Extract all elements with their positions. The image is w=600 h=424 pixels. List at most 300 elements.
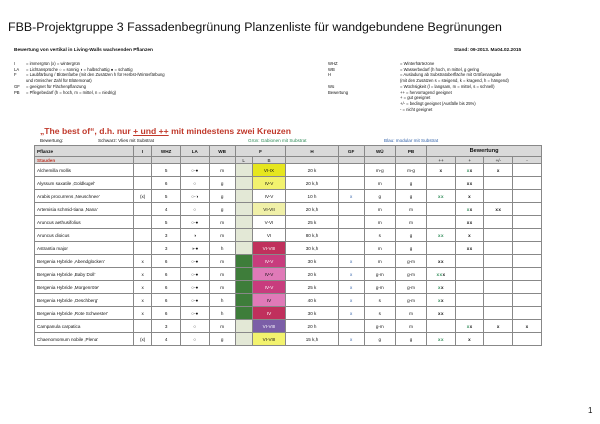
legend-value: = Ausladung ab Substratoberfläche mit Größenangabe bbox=[400, 72, 502, 78]
rating-conditional-cell bbox=[484, 294, 513, 307]
rating-mark-black: x bbox=[466, 245, 470, 251]
care-need-cell: g-m bbox=[395, 294, 426, 307]
light-requirement-cell: ○-● bbox=[180, 164, 209, 177]
legend-value: + = gut geeignet bbox=[400, 95, 431, 101]
rating-mark-green: x bbox=[441, 336, 444, 342]
rating-excellent-cell bbox=[427, 203, 456, 216]
subheader-empty bbox=[286, 157, 338, 164]
table-header-row bbox=[35, 146, 542, 157]
water-need-cell: g bbox=[209, 333, 235, 346]
spread-cell: 10 h bbox=[286, 190, 338, 203]
leaf-color-swatch bbox=[235, 333, 252, 346]
growth-rate-cell: g-m bbox=[364, 320, 395, 333]
table-row bbox=[35, 164, 542, 177]
table-row bbox=[35, 203, 542, 216]
hardiness-zone-cell: 3 bbox=[152, 320, 181, 333]
rating-mark-black: x bbox=[525, 323, 529, 329]
growth-rate-cell: m bbox=[364, 203, 395, 216]
page-number: 1 bbox=[588, 406, 593, 415]
growth-rate-cell: g bbox=[364, 333, 395, 346]
area-planting-cell: x bbox=[338, 268, 364, 281]
leaf-color-swatch bbox=[235, 242, 252, 255]
water-need-cell: g bbox=[209, 190, 235, 203]
rating-good-cell bbox=[455, 242, 484, 255]
rating-excellent-cell bbox=[427, 216, 456, 229]
spread-cell: 30 k,h bbox=[286, 242, 338, 255]
rating-mark-green: x bbox=[441, 232, 444, 238]
rating-good-cell bbox=[455, 294, 484, 307]
rating-conditional-cell bbox=[484, 255, 513, 268]
rating-excellent-cell bbox=[427, 190, 456, 203]
plant-name: Bergenia Hybride ‚Rote Schwester‘ bbox=[35, 307, 134, 320]
evergreen-cell: (x) bbox=[134, 333, 152, 346]
light-requirement-cell: ○-● bbox=[180, 294, 209, 307]
legend-right bbox=[328, 61, 509, 112]
spread-cell: 80 k,h bbox=[286, 229, 338, 242]
rating-good-cell bbox=[455, 333, 484, 346]
legend-value: = Lichtansprüche ○ = sonnig ◑ = halbschattig ● = schattig bbox=[26, 66, 133, 72]
best-of-pre: „The best of“, d.h. nur bbox=[40, 126, 134, 136]
rating-mark-black: x bbox=[466, 219, 470, 225]
best-of-heading bbox=[40, 126, 291, 136]
bloom-month-cell: IV-V bbox=[252, 268, 286, 281]
light-requirement-cell: ○-◑ bbox=[180, 190, 209, 203]
best-of-post: mit mindestens zwei Kreuzen bbox=[168, 126, 291, 136]
legend-value: = Wasserbedarf (h hoch, m mittel, g gering bbox=[400, 66, 480, 72]
rating-excellent-cell bbox=[427, 320, 456, 333]
legend-value: und römischer Zahl für Blütemonat) bbox=[26, 78, 92, 84]
spread-cell: 25 k bbox=[286, 216, 338, 229]
table-row bbox=[35, 281, 542, 294]
rating-conditional-cell bbox=[484, 229, 513, 242]
legend-value: = Pflegebedarf (h = hoch, m = mittel, n = niedrig) bbox=[26, 89, 117, 95]
rating-excellent-cell bbox=[427, 164, 456, 177]
legend-key: WB bbox=[328, 66, 335, 72]
bloom-month-cell: VI-IX bbox=[252, 164, 286, 177]
light-requirement-cell: ○-● bbox=[180, 307, 209, 320]
plant-name: Aruncus dioicus bbox=[35, 229, 134, 242]
plant-name: Aruncus aethusifolius bbox=[35, 216, 134, 229]
plant-name: Artemisia schmid-tiana ‚Nana‘ bbox=[35, 203, 134, 216]
hardiness-zone-cell: 5 bbox=[152, 164, 181, 177]
light-requirement-cell: ○-● bbox=[180, 268, 209, 281]
rating-unsuitable-cell bbox=[513, 242, 542, 255]
col-header-light: LA bbox=[180, 146, 209, 157]
area-planting-cell: x bbox=[338, 307, 364, 320]
area-planting-cell bbox=[338, 164, 364, 177]
rating-unsuitable-cell bbox=[513, 255, 542, 268]
rating-unsuitable-cell bbox=[513, 190, 542, 203]
rating-good-cell bbox=[455, 307, 484, 320]
water-need-cell: h bbox=[209, 294, 235, 307]
rating-excellent-cell bbox=[427, 333, 456, 346]
plant-name: Campanula carpatica bbox=[35, 320, 134, 333]
evergreen-cell: x bbox=[134, 294, 152, 307]
table-row bbox=[35, 216, 542, 229]
rating-good-cell bbox=[455, 216, 484, 229]
subheader-empty bbox=[180, 157, 209, 164]
rating-conditional-header: +/- bbox=[484, 157, 513, 164]
spread-cell: 40 k bbox=[286, 294, 338, 307]
spread-cell: 20 k bbox=[286, 268, 338, 281]
rating-mark-black: x bbox=[496, 167, 500, 173]
rating-conditional-cell bbox=[484, 177, 513, 190]
rating-mark-black: x bbox=[495, 206, 499, 212]
light-requirement-cell: ○-● bbox=[180, 281, 209, 294]
water-need-cell: m bbox=[209, 255, 235, 268]
plant-name: Bergenia Hybride ‚Baby Doll‘ bbox=[35, 268, 134, 281]
growth-rate-cell: s bbox=[364, 229, 395, 242]
water-need-cell: m bbox=[209, 281, 235, 294]
hardiness-zone-cell: 3 bbox=[152, 242, 181, 255]
water-need-cell: m bbox=[209, 164, 235, 177]
growth-rate-cell: m bbox=[364, 255, 395, 268]
legend-value: = immergrün (x) = wintergrün bbox=[26, 61, 80, 66]
legend-left bbox=[14, 61, 165, 95]
water-need-cell: g bbox=[209, 177, 235, 190]
subheader-empty bbox=[209, 157, 235, 164]
rating-unsuitable-cell bbox=[513, 294, 542, 307]
subheader-empty bbox=[152, 157, 181, 164]
area-planting-cell bbox=[338, 229, 364, 242]
growth-rate-cell: s bbox=[364, 307, 395, 320]
growth-rate-cell: m bbox=[364, 242, 395, 255]
rating-mark-black: x bbox=[438, 258, 441, 264]
evergreen-cell bbox=[134, 203, 152, 216]
table-row bbox=[35, 255, 542, 268]
area-planting-cell bbox=[338, 203, 364, 216]
rating-conditional-cell bbox=[484, 307, 513, 320]
rating-conditional-cell bbox=[484, 203, 513, 216]
care-need-cell: m-g bbox=[395, 164, 426, 177]
rating-mark-green: x bbox=[441, 193, 444, 199]
evergreen-cell: x bbox=[134, 281, 152, 294]
rating-mark-green: x bbox=[438, 297, 441, 303]
rating-unsuitable-cell bbox=[513, 229, 542, 242]
evergreen-cell: x bbox=[134, 255, 152, 268]
rating-excellent-cell bbox=[427, 268, 456, 281]
table-row bbox=[35, 307, 542, 320]
water-need-cell: m bbox=[209, 229, 235, 242]
rating-mark-green: x bbox=[438, 336, 441, 342]
growth-rate-cell: s bbox=[364, 294, 395, 307]
legend-value: (mit den Zusätzen s = steigend, k = kragend, h = hängend) bbox=[400, 78, 509, 84]
rating-mark-black: x bbox=[469, 219, 473, 225]
bloom-month-cell: VI bbox=[252, 229, 286, 242]
rating-mark-black: x bbox=[438, 310, 441, 316]
rating-mark-black: x bbox=[441, 297, 444, 303]
rating-mark-black: x bbox=[469, 323, 473, 329]
bloom-month-cell: VI-VII bbox=[252, 203, 286, 216]
water-need-cell: h bbox=[209, 307, 235, 320]
table-row bbox=[35, 333, 542, 346]
subheader-empty bbox=[364, 157, 395, 164]
light-requirement-cell: ◑-● bbox=[180, 242, 209, 255]
rating-unsuitable-cell bbox=[513, 268, 542, 281]
revision-date: Stand: 09-2013. Ma04.02.2015 bbox=[454, 48, 522, 53]
evergreen-cell bbox=[134, 320, 152, 333]
leaf-color-swatch bbox=[235, 268, 252, 281]
leaf-color-swatch bbox=[235, 255, 252, 268]
plant-table bbox=[34, 145, 542, 346]
bloom-month-cell: VI-VIII bbox=[252, 242, 286, 255]
water-need-cell: m bbox=[209, 320, 235, 333]
rating-excellent-cell bbox=[427, 281, 456, 294]
subheader-leaf: L bbox=[235, 157, 252, 164]
subheader-bloom: B bbox=[252, 157, 286, 164]
care-need-cell: g bbox=[395, 242, 426, 255]
rating-good-cell bbox=[455, 177, 484, 190]
area-planting-cell bbox=[338, 216, 364, 229]
rating-conditional-cell bbox=[484, 164, 513, 177]
care-need-cell: m bbox=[395, 307, 426, 320]
spread-cell: 20 h bbox=[286, 320, 338, 333]
spread-cell: 30 k bbox=[286, 255, 338, 268]
evergreen-cell bbox=[134, 177, 152, 190]
leaf-color-swatch bbox=[235, 177, 252, 190]
hardiness-zone-cell: 5 bbox=[152, 216, 181, 229]
leaf-color-swatch bbox=[235, 281, 252, 294]
evergreen-cell: x bbox=[134, 268, 152, 281]
best-of-plus: + und ++ bbox=[133, 126, 169, 136]
rating-mark-green: x bbox=[438, 284, 441, 290]
water-need-cell: m bbox=[209, 216, 235, 229]
light-requirement-cell: ○ bbox=[180, 320, 209, 333]
rating-mark-black: x bbox=[468, 193, 472, 199]
legend-key: GF bbox=[14, 83, 20, 89]
rating-excellent-cell bbox=[427, 294, 456, 307]
bloom-month-cell: VI-VIII bbox=[252, 320, 286, 333]
legend-key bbox=[328, 107, 400, 113]
plant-name: Astrantia major bbox=[35, 242, 134, 255]
leaf-color-swatch bbox=[235, 320, 252, 333]
rating-mark-green: x bbox=[466, 167, 470, 173]
leaf-color-swatch bbox=[235, 216, 252, 229]
rating-mark-black: x bbox=[498, 206, 502, 212]
care-need-cell: g-m bbox=[395, 281, 426, 294]
rating-conditional-cell bbox=[484, 333, 513, 346]
evergreen-cell: x bbox=[134, 307, 152, 320]
bloom-month-cell: V-VI bbox=[252, 216, 286, 229]
light-requirement-cell: ○ bbox=[180, 203, 209, 216]
growth-rate-cell: g-m bbox=[364, 281, 395, 294]
rating-unsuitable-cell bbox=[513, 333, 542, 346]
rating-mark-black: x bbox=[469, 206, 473, 212]
category-label: Stauden bbox=[35, 157, 134, 164]
rating-mark-black: x bbox=[496, 323, 500, 329]
page-title: FBB-Projektgruppe 3 Fassadenbegrünung Planzenliste für wandgebundene Begrünungen bbox=[8, 20, 502, 34]
spread-cell: 30 k bbox=[286, 307, 338, 320]
plant-name: Alchemilla mollis bbox=[35, 164, 134, 177]
growth-rate-cell: m bbox=[364, 216, 395, 229]
bloom-month-cell: IV bbox=[252, 307, 286, 320]
rating-excellent-cell bbox=[427, 307, 456, 320]
rating-unsuitable-cell bbox=[513, 281, 542, 294]
bloom-month-cell: IV-V bbox=[252, 281, 286, 294]
light-requirement-cell: ◑ bbox=[180, 229, 209, 242]
hardiness-zone-cell: 6 bbox=[152, 268, 181, 281]
evergreen-cell: (x) bbox=[134, 190, 152, 203]
table-row bbox=[35, 268, 542, 281]
plant-name: Bergenia Hybride ‚Morgenröte‘ bbox=[35, 281, 134, 294]
plant-name: Arabis procurrens ‚Neuschnee‘ bbox=[35, 190, 134, 203]
rating-unsuitable-cell bbox=[513, 177, 542, 190]
leaf-color-swatch bbox=[235, 229, 252, 242]
light-requirement-cell: ○-● bbox=[180, 216, 209, 229]
hardiness-zone-cell: 3 bbox=[152, 229, 181, 242]
rating-mark-black: x bbox=[468, 232, 472, 238]
table-row bbox=[35, 294, 542, 307]
table-row bbox=[35, 229, 542, 242]
area-planting-cell: x bbox=[338, 281, 364, 294]
table-subheader-row bbox=[35, 157, 542, 164]
area-planting-cell: x bbox=[338, 255, 364, 268]
col-header-spread: H bbox=[286, 146, 338, 157]
rating-good-cell bbox=[455, 255, 484, 268]
water-need-cell: h bbox=[209, 242, 235, 255]
leaf-color-swatch bbox=[235, 190, 252, 203]
evergreen-cell bbox=[134, 229, 152, 242]
spread-cell: 20 k,h bbox=[286, 203, 338, 216]
subheader-empty bbox=[134, 157, 152, 164]
legend-value: = geeignet für Flächenpflanzung bbox=[26, 83, 86, 89]
col-header-water: WB bbox=[209, 146, 235, 157]
legend-value: = Laubfärbung / Blütenfarbe (mit den Zusätzen h für Herbst-/Winterfärbung bbox=[26, 72, 165, 78]
leaf-color-swatch bbox=[235, 164, 252, 177]
growth-rate-cell: g bbox=[364, 190, 395, 203]
rating-good-cell bbox=[455, 229, 484, 242]
rating-excellent-header: ++ bbox=[427, 157, 456, 164]
light-requirement-cell: ○-● bbox=[180, 255, 209, 268]
hardiness-zone-cell: 4 bbox=[152, 333, 181, 346]
area-planting-cell bbox=[338, 242, 364, 255]
plant-name: Chaenomomum nobile ‚Plena‘ bbox=[35, 333, 134, 346]
water-need-cell: m bbox=[209, 268, 235, 281]
rating-excellent-cell bbox=[427, 177, 456, 190]
hardiness-zone-cell: 5 bbox=[152, 190, 181, 203]
legend-key: Wü bbox=[328, 83, 335, 89]
evergreen-cell bbox=[134, 216, 152, 229]
rating-mark-green: x bbox=[466, 206, 470, 212]
care-need-cell: g bbox=[395, 177, 426, 190]
rating-mark-black: x bbox=[469, 167, 473, 173]
legend-key: Bewertung bbox=[328, 89, 349, 95]
care-need-cell: m bbox=[395, 320, 426, 333]
growth-rate-cell: g-m bbox=[364, 268, 395, 281]
col-header-evergreen: I bbox=[134, 146, 152, 157]
rating-good-cell bbox=[455, 203, 484, 216]
rating-conditional-cell bbox=[484, 242, 513, 255]
rating-mark-black: x bbox=[441, 284, 444, 290]
col-header-color: F bbox=[235, 146, 286, 157]
col-header-plant: Pflanze bbox=[35, 146, 134, 157]
rating-mark-green: x bbox=[466, 323, 470, 329]
area-planting-cell: x bbox=[338, 190, 364, 203]
light-requirement-cell: ○ bbox=[180, 333, 209, 346]
care-need-cell: m bbox=[395, 216, 426, 229]
col-header-care: PB bbox=[395, 146, 426, 157]
hardiness-zone-cell: 6 bbox=[152, 281, 181, 294]
rating-unsuitable-cell bbox=[513, 216, 542, 229]
leaf-color-swatch bbox=[235, 294, 252, 307]
spread-cell: 20 k,h bbox=[286, 177, 338, 190]
legend-key: WHZ bbox=[328, 61, 338, 66]
rating-good-header: + bbox=[455, 157, 484, 164]
care-need-cell: m bbox=[395, 203, 426, 216]
rating-conditional-cell bbox=[484, 190, 513, 203]
legend-key: I bbox=[14, 61, 16, 66]
rating-unsuitable-cell bbox=[513, 307, 542, 320]
area-planting-cell: x bbox=[338, 294, 364, 307]
rating-mark-black: x bbox=[469, 180, 473, 186]
note-blue: Blau: modular mit Substrat bbox=[384, 138, 439, 143]
evaluation-label: Bewertung: bbox=[40, 138, 64, 143]
rating-good-cell bbox=[455, 190, 484, 203]
spread-cell: 15 k,h bbox=[286, 333, 338, 346]
rating-unsuitable-header: - bbox=[513, 157, 542, 164]
subheader-empty bbox=[338, 157, 364, 164]
rating-mark-green: x bbox=[439, 271, 443, 277]
plant-name: Bergenia Hybride ‚Oeschberg‘ bbox=[35, 294, 134, 307]
legend-key: LA bbox=[14, 66, 20, 72]
rating-mark-black: x bbox=[439, 167, 443, 173]
plant-name: Bergenia Hybride ‚Abendglocken‘ bbox=[35, 255, 134, 268]
care-need-cell: g-m bbox=[395, 268, 426, 281]
care-need-cell: g bbox=[395, 333, 426, 346]
leaf-color-swatch bbox=[235, 307, 252, 320]
table-row bbox=[35, 320, 542, 333]
bloom-month-cell: IV-V bbox=[252, 255, 286, 268]
col-header-rating: Bewertung bbox=[427, 146, 542, 157]
rating-conditional-cell bbox=[484, 281, 513, 294]
col-header-whz: WHZ bbox=[152, 146, 181, 157]
area-planting-cell bbox=[338, 177, 364, 190]
rating-good-cell bbox=[455, 164, 484, 177]
rating-mark-green: x bbox=[436, 271, 440, 277]
rating-unsuitable-cell bbox=[513, 164, 542, 177]
rating-mark-black: x bbox=[442, 271, 446, 277]
hardiness-zone-cell: 6 bbox=[152, 294, 181, 307]
care-need-cell: g bbox=[395, 190, 426, 203]
area-planting-cell bbox=[338, 320, 364, 333]
rating-conditional-cell bbox=[484, 320, 513, 333]
rating-good-cell bbox=[455, 320, 484, 333]
evergreen-cell bbox=[134, 164, 152, 177]
legend-key: PB bbox=[14, 89, 20, 95]
growth-rate-cell: m-g bbox=[364, 164, 395, 177]
legend-key: F bbox=[14, 72, 17, 78]
rating-mark-black: x bbox=[469, 245, 473, 251]
care-need-cell: g bbox=[395, 229, 426, 242]
rating-mark-black: x bbox=[441, 258, 444, 264]
rating-unsuitable-cell bbox=[513, 320, 542, 333]
hardiness-zone-cell: 4 bbox=[152, 203, 181, 216]
table-row bbox=[35, 177, 542, 190]
hardiness-zone-cell: 6 bbox=[152, 307, 181, 320]
rating-excellent-cell bbox=[427, 229, 456, 242]
bloom-month-cell: IV bbox=[252, 294, 286, 307]
light-requirement-cell: ○ bbox=[180, 177, 209, 190]
rating-mark-black: x bbox=[468, 336, 472, 342]
rating-conditional-cell bbox=[484, 216, 513, 229]
bloom-month-cell: VI-VIII bbox=[252, 333, 286, 346]
hardiness-zone-cell: 6 bbox=[152, 255, 181, 268]
rating-mark-green: x bbox=[438, 193, 441, 199]
growth-rate-cell: m bbox=[364, 177, 395, 190]
rating-mark-black: x bbox=[466, 180, 470, 186]
rating-unsuitable-cell bbox=[513, 203, 542, 216]
hardiness-zone-cell: 6 bbox=[152, 177, 181, 190]
